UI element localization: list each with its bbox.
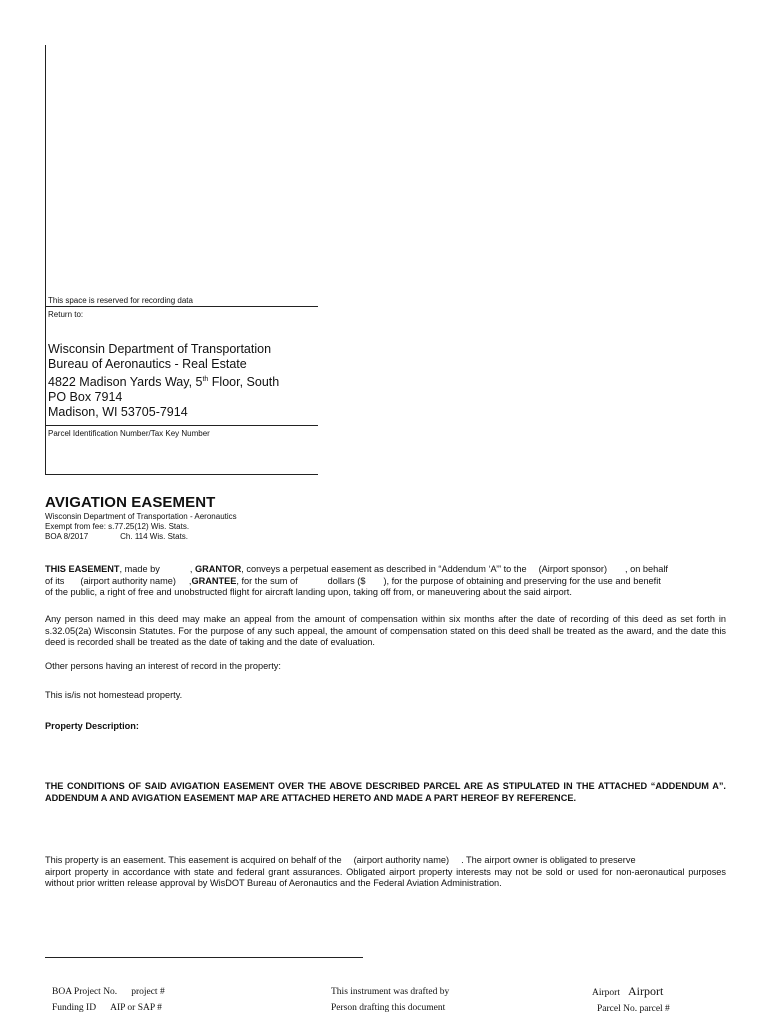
- parcel-id-label: Parcel Identification Number/Tax Key Number: [48, 429, 210, 438]
- grant-line-3: of the public, a right of free and unobstructed flight for aircraft landing upon, taking off from, or maneuvering about the said airport.: [45, 587, 572, 598]
- footer-project-block: [52, 984, 165, 1016]
- grant-line-2: of its (airport authority name) ,GRANTEE, for the sum of dollars ($ ), for the purpose of obtaining and preserving for the use and benefit: [45, 575, 661, 586]
- footer-drafted-block: [331, 984, 449, 1016]
- parcel-row: [592, 1001, 670, 1017]
- header-info: [45, 512, 237, 542]
- easement-line-rest: airport property in accordance with state and federal grant assurances. Obligated airport property interests may not be sold or used for non-aeronautical purposes without prior written release approval by WisDOT Bureau of Aeronautics and the Federal Aviation Administration.: [45, 866, 726, 889]
- airport-row: [592, 983, 670, 1001]
- easement-line-1: This property is an easement. This easement is acquired on behalf of the (airport authority name) . The airport owner is obligated to preserve: [45, 855, 636, 865]
- address-line-1: Wisconsin Department of Transportation: [48, 342, 272, 356]
- document-title: AVIGATION EASEMENT: [45, 494, 216, 511]
- funding-value: AIP or SAP #: [110, 1003, 162, 1013]
- address-divider: [46, 425, 318, 426]
- project-value: project #: [131, 987, 165, 997]
- footer-rule: [45, 957, 363, 958]
- address-line-3: 4822 Madison Yards Way, 5th Floor, South: [48, 375, 280, 390]
- parcel-value: parcel #: [639, 1004, 670, 1014]
- recording-divider: [46, 306, 318, 307]
- paragraph-easement-note: [45, 855, 726, 890]
- paragraph-other-persons: Other persons having an interest of record in the property:: [45, 661, 281, 671]
- paragraph-appeal: Any person named in this deed may make an appeal from the amount of compensation within six months after the date of recording of this deed as set forth in s.32.05(2a) Wisconsin Statutes. For the purpose of any such appeal, the amount of compensation stated on this deed shall be treated as the award, and the date this deed is recorded shall be treated as the date of taking and the date of evaluation.: [45, 614, 726, 648]
- parcel-label: Parcel No.: [597, 1004, 638, 1014]
- grant-line-1: THIS EASEMENT, made by , GRANTOR, conveys a perpetual easement as described in “Addendum ‘A’” to the (Airport sponsor) , on behalf: [45, 564, 668, 574]
- footer-airport-block: [592, 983, 670, 1017]
- chapter-ref: Ch. 114 Wis. Stats.: [120, 532, 189, 541]
- return-address: [48, 342, 279, 420]
- authority-field-2: (airport authority name): [353, 855, 450, 865]
- address-line-4: PO Box 7914: [48, 390, 123, 405]
- agency-line: Wisconsin Department of Transportation - Aeronautics: [45, 512, 237, 521]
- project-label: BOA Project No.: [52, 987, 118, 997]
- form-number: BOA 8/2017: [45, 532, 89, 541]
- drafted-label: This instrument was drafted by: [331, 987, 450, 997]
- exempt-line: Exempt from fee: s.77.25(12) Wis. Stats.: [45, 522, 190, 531]
- recording-box-left-border: [45, 45, 46, 475]
- drafted-value: Person drafting this document: [331, 1003, 446, 1013]
- paragraph-homestead: This is/is not homestead property.: [45, 690, 183, 700]
- address-line-5: Madison, WI 53705-7914: [48, 405, 188, 420]
- project-row: [52, 984, 165, 1000]
- property-description-heading: Property Description:: [45, 721, 139, 731]
- paragraph-grant: [45, 564, 726, 599]
- form-line: [45, 532, 237, 542]
- airport-value: Airport: [627, 984, 664, 998]
- funding-row: [52, 1000, 165, 1016]
- paragraph-conditions: THE CONDITIONS OF SAID AVIGATION EASEMENT OVER THE ABOVE DESCRIBED PARCEL ARE AS STIPULATED IN THE ATTACHED “ADDENDUM A”. ADDENDUM A AND AVIGATION EASEMENT MAP ARE ATTACHED HERETO AND MADE A PART HEREOF BY REFERENCE.: [45, 781, 726, 803]
- parcel-id-line: [46, 474, 318, 475]
- sponsor-field: (Airport sponsor): [538, 564, 608, 574]
- airport-label: Airport: [592, 988, 620, 998]
- authority-field: (airport authority name): [80, 575, 176, 586]
- return-to-label: Return to:: [48, 310, 84, 319]
- funding-label: Funding ID: [52, 1003, 97, 1013]
- reserved-label: This space is reserved for recording data: [48, 296, 193, 305]
- address-line-2: Bureau of Aeronautics - Real Estate: [48, 357, 247, 371]
